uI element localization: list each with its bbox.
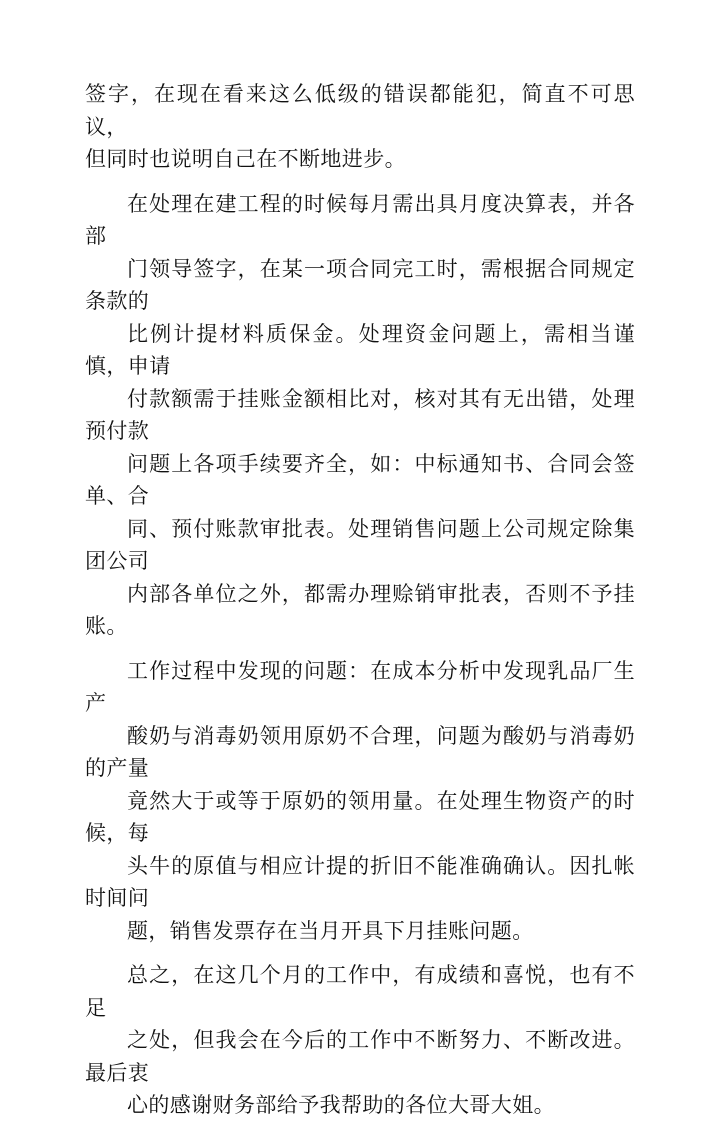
- paragraph-3-line-4: 头牛的原值与相应计提的折旧不能准确确认。因扎帐时间问: [85, 853, 635, 910]
- paragraph-2-line-7: 内部各单位之外，都需办理赊销审批表，否则不予挂账。: [85, 581, 635, 638]
- document-body: [85, 78, 635, 1122]
- paragraph-3-line-1: 工作过程中发现的问题：在成本分析中发现乳品厂生产: [85, 658, 635, 715]
- paragraph-1: [85, 78, 635, 176]
- paragraph-3: [85, 655, 635, 948]
- paragraph-3-line-3: 竟然大于或等于原奶的领用量。在处理生物资产的时候，每: [85, 788, 635, 845]
- paragraph-2: [85, 188, 635, 643]
- paragraph-3-line-2: 酸奶与消毒奶领用原奶不合理，问题为酸奶与消毒奶的产量: [85, 723, 635, 780]
- paragraph-2-line-5: 问题上各项手续要齐全，如：中标通知书、合同会签单、合: [85, 451, 635, 508]
- paragraph-3-line-5: 题，销售发票存在当月开具下月挂账问题。: [127, 918, 534, 943]
- paragraph-2-line-1: 在处理在建工程的时候每月需出具月度决算表，并各部: [85, 191, 635, 248]
- paragraph-2-line-2: 门领导签字，在某一项合同完工时，需根据合同规定条款的: [85, 256, 635, 313]
- paragraph-2-line-4: 付款额需于挂账金额相比对，核对其有无出错，处理预付款: [85, 386, 635, 443]
- paragraph-4-line-3: 心的感谢财务部给予我帮助的各位大哥大姐。: [127, 1093, 555, 1117]
- paragraph-2-line-3: 比例计提材料质保金。处理资金问题上，需相当谨慎，申请: [85, 321, 635, 378]
- paragraph-4-line-2: 之处，但我会在今后的工作中不断努力、不断改进。最后衷: [85, 1028, 635, 1085]
- paragraph-1-line-1: 签字，在现在看来这么低级的错误都能犯，简直不可思议，: [85, 82, 635, 139]
- paragraph-4: [85, 959, 635, 1122]
- paragraph-2-line-6: 同、预付账款审批表。处理销售问题上公司规定除集团公司: [85, 516, 635, 573]
- paragraph-4-line-1: 总之，在这几个月的工作中，有成绩和喜悦，也有不足: [85, 963, 635, 1020]
- paragraph-1-line-2: 但同时也说明自己在不断地进步。: [85, 147, 406, 171]
